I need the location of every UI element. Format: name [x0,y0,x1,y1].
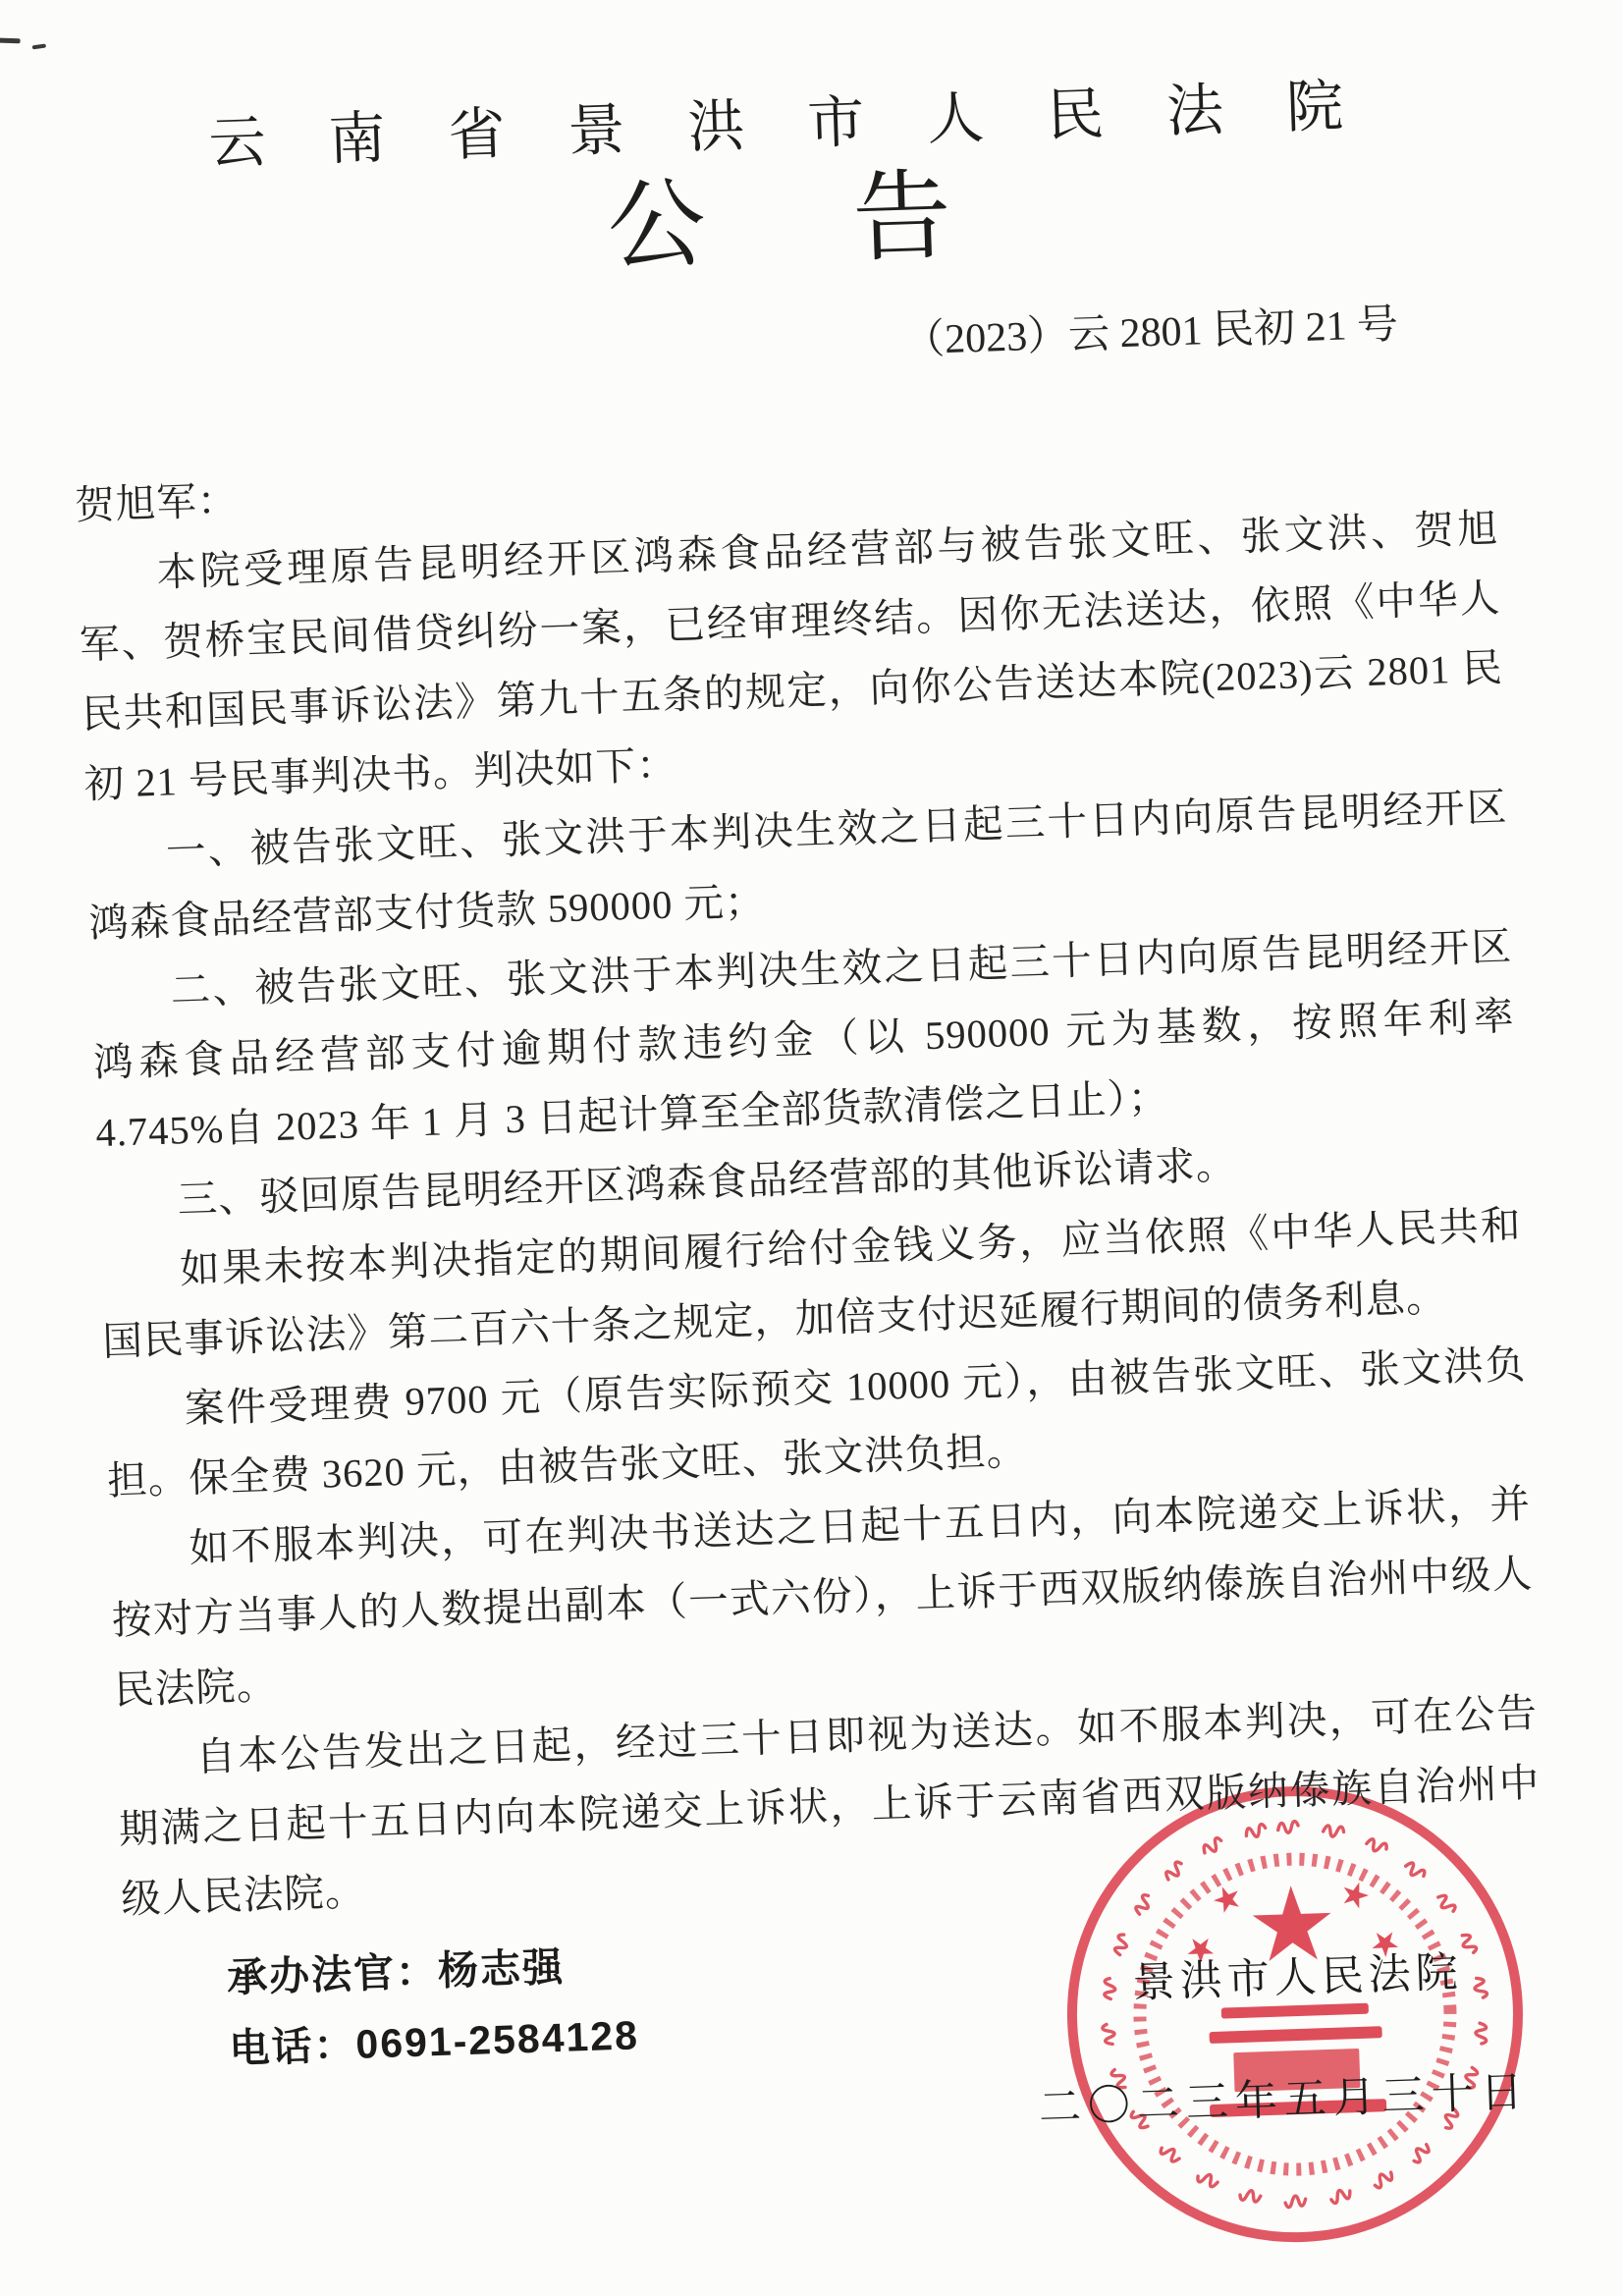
addressee: 贺旭军： [74,478,240,528]
phone-line: 电话：0691-2584128 [228,2012,640,2072]
scan-artifact [0,37,21,43]
scan-artifact [32,43,46,49]
body-paragraph-5: 如果未按本判决指定的期间履行给付金钱义务，应当依照《中华人民共和国民事诉讼法》第二百六十条之规定，加倍支付迟延履行期间的债务利息。 [101,1203,1523,1365]
issuing-court-name: 景洪市人民法院 [1132,1949,1464,2007]
announcement-title: 公告 [605,156,1101,282]
body-paragraph-3: 二、被告张文旺、张文洪于本判决生效之日起三十日内向原告昆明经开区鸿森食品经营部支付逾期付款违约金（以 590000 元为基数，按照年利率 4.745%自 2023 年 1 月 3 日起计算至全部货款清偿之日止）； [92,924,1516,1156]
judge-line: 承办法官：杨志强 [226,1943,566,2001]
body-paragraph-4: 三、驳回原告昆明经开区鸿森食品经营部的其他诉讼请求。 [177,1142,1238,1223]
case-number: （2023）云 2801 民初 21 号 [902,301,1399,363]
announcement-body [74,424,1543,1935]
body-paragraph-8: 自本公告发出之日起，经过三十日即视为送达。如不服本判决，可在公告期满之日起十五日内向本院递交上诉状，上诉于云南省西双版纳傣族自治州中级人民法院。 [118,1690,1542,1922]
body-paragraph-1: 本院受理原告昆明经开区鸿森食品经营部与被告张文旺、张文洪、贺旭军、贺桥宝民间借贷纠纷一案，已经审理终结。因你无法送达，依照《中华人民共和国民事诉讼法》第九十五条的规定，向你公告送达本院(2023)云 2801 民初 21 号民事判决书。判决如下： [79,506,1504,807]
body-paragraph-7: 如不服本判决，可在判决书送达之日起十五日内，向本院递交上诉状，并按对方当事人的人数提出副本（一式六份），上诉于西双版纳傣族自治州中级人民法院。 [111,1481,1534,1713]
body-paragraph-6: 案件受理费 9700 元（原告实际预交 10000 元），由被告张文旺、张文洪负担。保全费 3620 元，由被告张文旺、张文洪负担。 [106,1342,1527,1504]
issue-date: 二〇二三年五月三十日 [1038,2069,1531,2132]
body-paragraph-2: 一、被告张文旺、张文洪于本判决生效之日起三十日内向原告昆明经开区鸿森食品经营部支付货款 590000 元； [87,785,1509,947]
court-title: 云南省景洪市人民法院 [207,72,1408,176]
